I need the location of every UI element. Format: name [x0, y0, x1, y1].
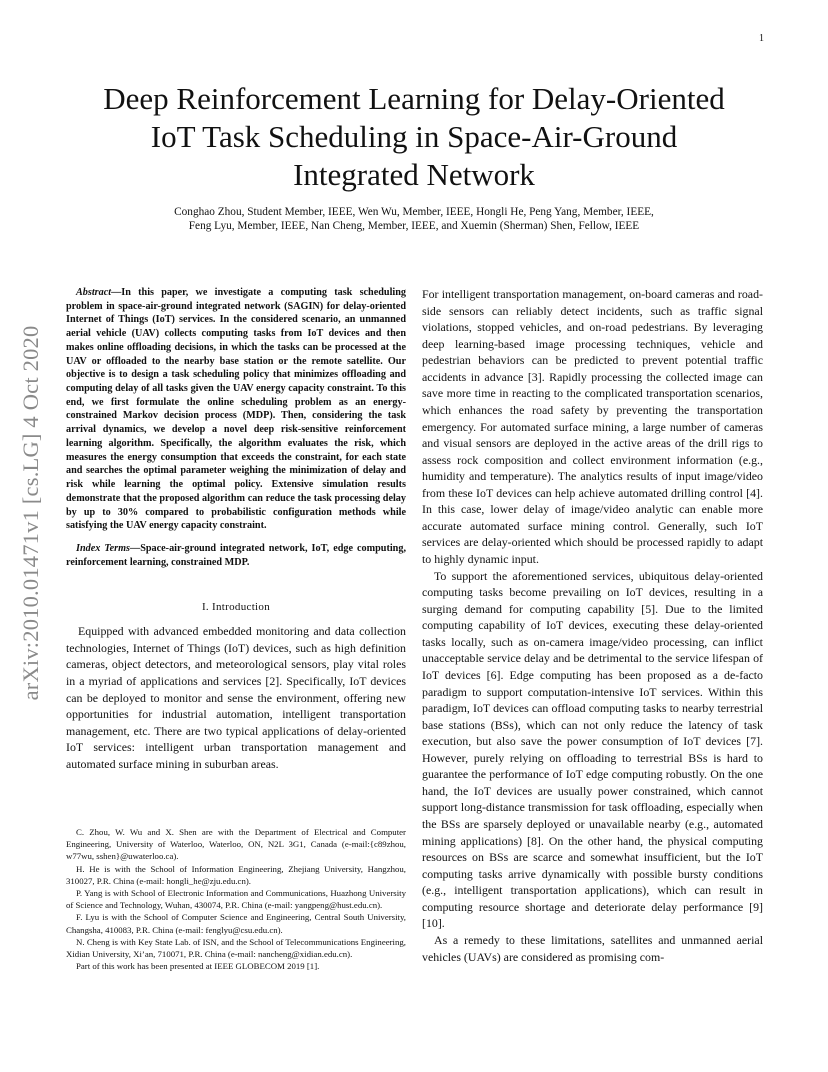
intro-paragraph: Equipped with advanced embedded monitoring and data collection technologies, Internet of Things (IoT) devices, such as high definition cameras, object detectors, and meteorological sensors, play vital roles in a myriad of applications and services [2]. Specifically, IoT devices can be deployed to monitor and sense the environment, offering new opportunities for industrial automation, intelligent transportation management, etc. There are two typical applications of delay-oriented IoT services: intelligent urban transportation management and automated surface mining in suburban areas.	[66, 624, 406, 771]
paper-title	[70, 80, 758, 194]
index-terms	[66, 542, 406, 569]
author-line: Feng Lyu, Member, IEEE, Nan Cheng, Member, IEEE, and Xuemin (Sherman) Shen, Fellow, IEEE	[188, 220, 640, 233]
abstract	[66, 286, 406, 533]
body-paragraph: To support the aforementioned services, ubiquitous delay-oriented computing tasks become prevailing on IoT devices, resulting in a surging demand for computing capability [5]. Due to the limited computing capability of IoT devices, executing these delay-oriented tasks locally, such as on-camera image/video processing, can inflict unacceptable service delay and be detrimental to the service lifespan of IoT devices [6]. Edge computing has been proposed as a de-facto paradigm to support computation-intensive IoT services. Within this paradigm, IoT devices can offload computing tasks to nearby terrestrial base stations (BSs), which can not only reduce the latency of task execution, but also save the power consumption of IoT devices [7]. However, purely relying on offloading to terrestrial BSs is hard to guarantee the performance of IoT edge computing robustly. On the one hand, the IoT devices are usually power constrained, which cannot support long-distance transmission for task offloading, especially when the BSs are sparsely deployed or unavailable nearby (e.g., automated mining applications) [8]. On the other hand, the physical computing resources on BSs are scarce and somewhat insufficient, but the IoT computing tasks arrive dynamically with possible bursty conditions (e.g., intelligent transportation applications), which can result in computing resource shortage and deteriorate delay performance [9] [10].	[422, 568, 763, 931]
index-terms-label: Index Terms	[76, 542, 131, 554]
footnote: F. Lyu is with the School of Computer Science and Engineering, Central South University, Changsha, 410083, P.R. China (e-mail: fenglyu@csu.edu.cn).	[66, 912, 406, 935]
footnotes	[66, 826, 406, 972]
right-column	[422, 286, 763, 965]
title-line: Integrated Network	[293, 157, 535, 192]
arxiv-stamp	[12, 268, 50, 758]
left-column	[66, 286, 406, 772]
body-paragraph: As a remedy to these limitations, satellites and unmanned aerial vehicles (UAVs) are considered as promising com-	[422, 932, 763, 964]
abstract-text: —In this paper, we investigate a computing task scheduling problem in space-air-ground integrated network (SAGIN) for delay-oriented Internet of Things (IoT) services. In the considered scenario, an unmanned aerial vehicle (UAV) collects computing tasks from IoT devices and then makes online offloading decisions, in which the tasks can be processed at the UAV or offloaded to the nearby base station or the remote satellite. Our objective is to design a task scheduling policy that minimizes offloading and computing delay of all tasks given the UAV energy capacity constraint. To this end, we first formulate the online scheduling problem as an energy-constrained Markov decision process (MDP). Then, considering the task arrival dynamics, we develop a novel deep risk-sensitive reinforcement learning algorithm. Specifically, the algorithm evaluates the risk, which measures the energy consumption that exceeds the constraint, for each state and searches the optimal parameter weighing the minimization of delay and risk while learning the optimal policy. Extensive simulation results demonstrate that the proposed algorithm can reduce the task processing delay by up to 30% compared to probabilistic configuration methods while satisfying the UAV energy capacity constraint.	[66, 287, 406, 532]
title-line: Deep Reinforcement Learning for Delay-Oriented	[103, 81, 725, 116]
footnote: N. Cheng is with Key State Lab. of ISN, and the School of Telecommunications Engineering, Xidian University, Xi’an, 710071, P.R. China (e-mail: nancheng@xidian.edu.cn).	[66, 936, 406, 960]
arxiv-stamp-text: arXiv:2010.01471v1 [cs.LG] 4 Oct 2020	[18, 325, 43, 701]
title-line: IoT Task Scheduling in Space-Air-Ground	[150, 119, 678, 154]
page-number: 1	[759, 33, 764, 44]
index-terms-text: —Space-air-ground integrated network, IoT, edge computing, reinforcement learning, constrained MDP.	[66, 542, 406, 568]
body-paragraph: For intelligent transportation management, on-board cameras and road-side sensors can reliably detect incidents, such as traffic signal violations, stopped vehicles, and on-road pedestrians. By leveraging deep learning-based image processing techniques, vehicle and pedestrian behaviors can be predicted to prevent potential traffic accidents in advance [3]. Rapidly processing the collected image can save more time in reacting to the complicated transportation scenarios, which enhances the road safety by preventing the transportation emergency. For automated surface mining, a large number of cameras and visual sensors are deployed in the active areas of the drill rigs to assess rock composition and collect environment information (e.g., humidity and temperature). The analytics results of input image/video from these IoT devices can help achieve automated drilling control [4]. In this case, lower delay of image/video analytic can enable more accurate automated surface mining control. Generally, such IoT services are delay-oriented which should be processed rapidly to adapt to highly dynamic input.	[422, 287, 763, 566]
footnote: C. Zhou, W. Wu and X. Shen are with the Department of Electrical and Computer Engineering, University of Waterloo, Waterloo, ON, N2L 3G1, Canada (e-mail:{c89zhou, w77wu, sshen}@uwaterloo.ca).	[66, 827, 406, 862]
abstract-label: Abstract	[76, 287, 112, 298]
author-list	[70, 205, 758, 233]
author-line: Conghao Zhou, Student Member, IEEE, Wen Wu, Member, IEEE, Hongli He, Peng Yang, Member, IEEE,	[174, 206, 654, 218]
section-heading: I. Introduction	[201, 601, 271, 614]
footnote: P. Yang is with School of Electronic Information and Communications, Huazhong University of Science and Technology, Wuhan, 430074, P.R. China (e-mail: yangpeng@hust.edu.cn).	[66, 888, 406, 911]
footnote: Part of this work has been presented at IEEE GLOBECOM 2019 [1].	[76, 961, 320, 972]
footnote: H. He is with the School of Information Engineering, Zhejiang University, Hangzhou, 310027, P.R. China (e-mail: hongli_he@zju.edu.cn).	[66, 863, 406, 886]
